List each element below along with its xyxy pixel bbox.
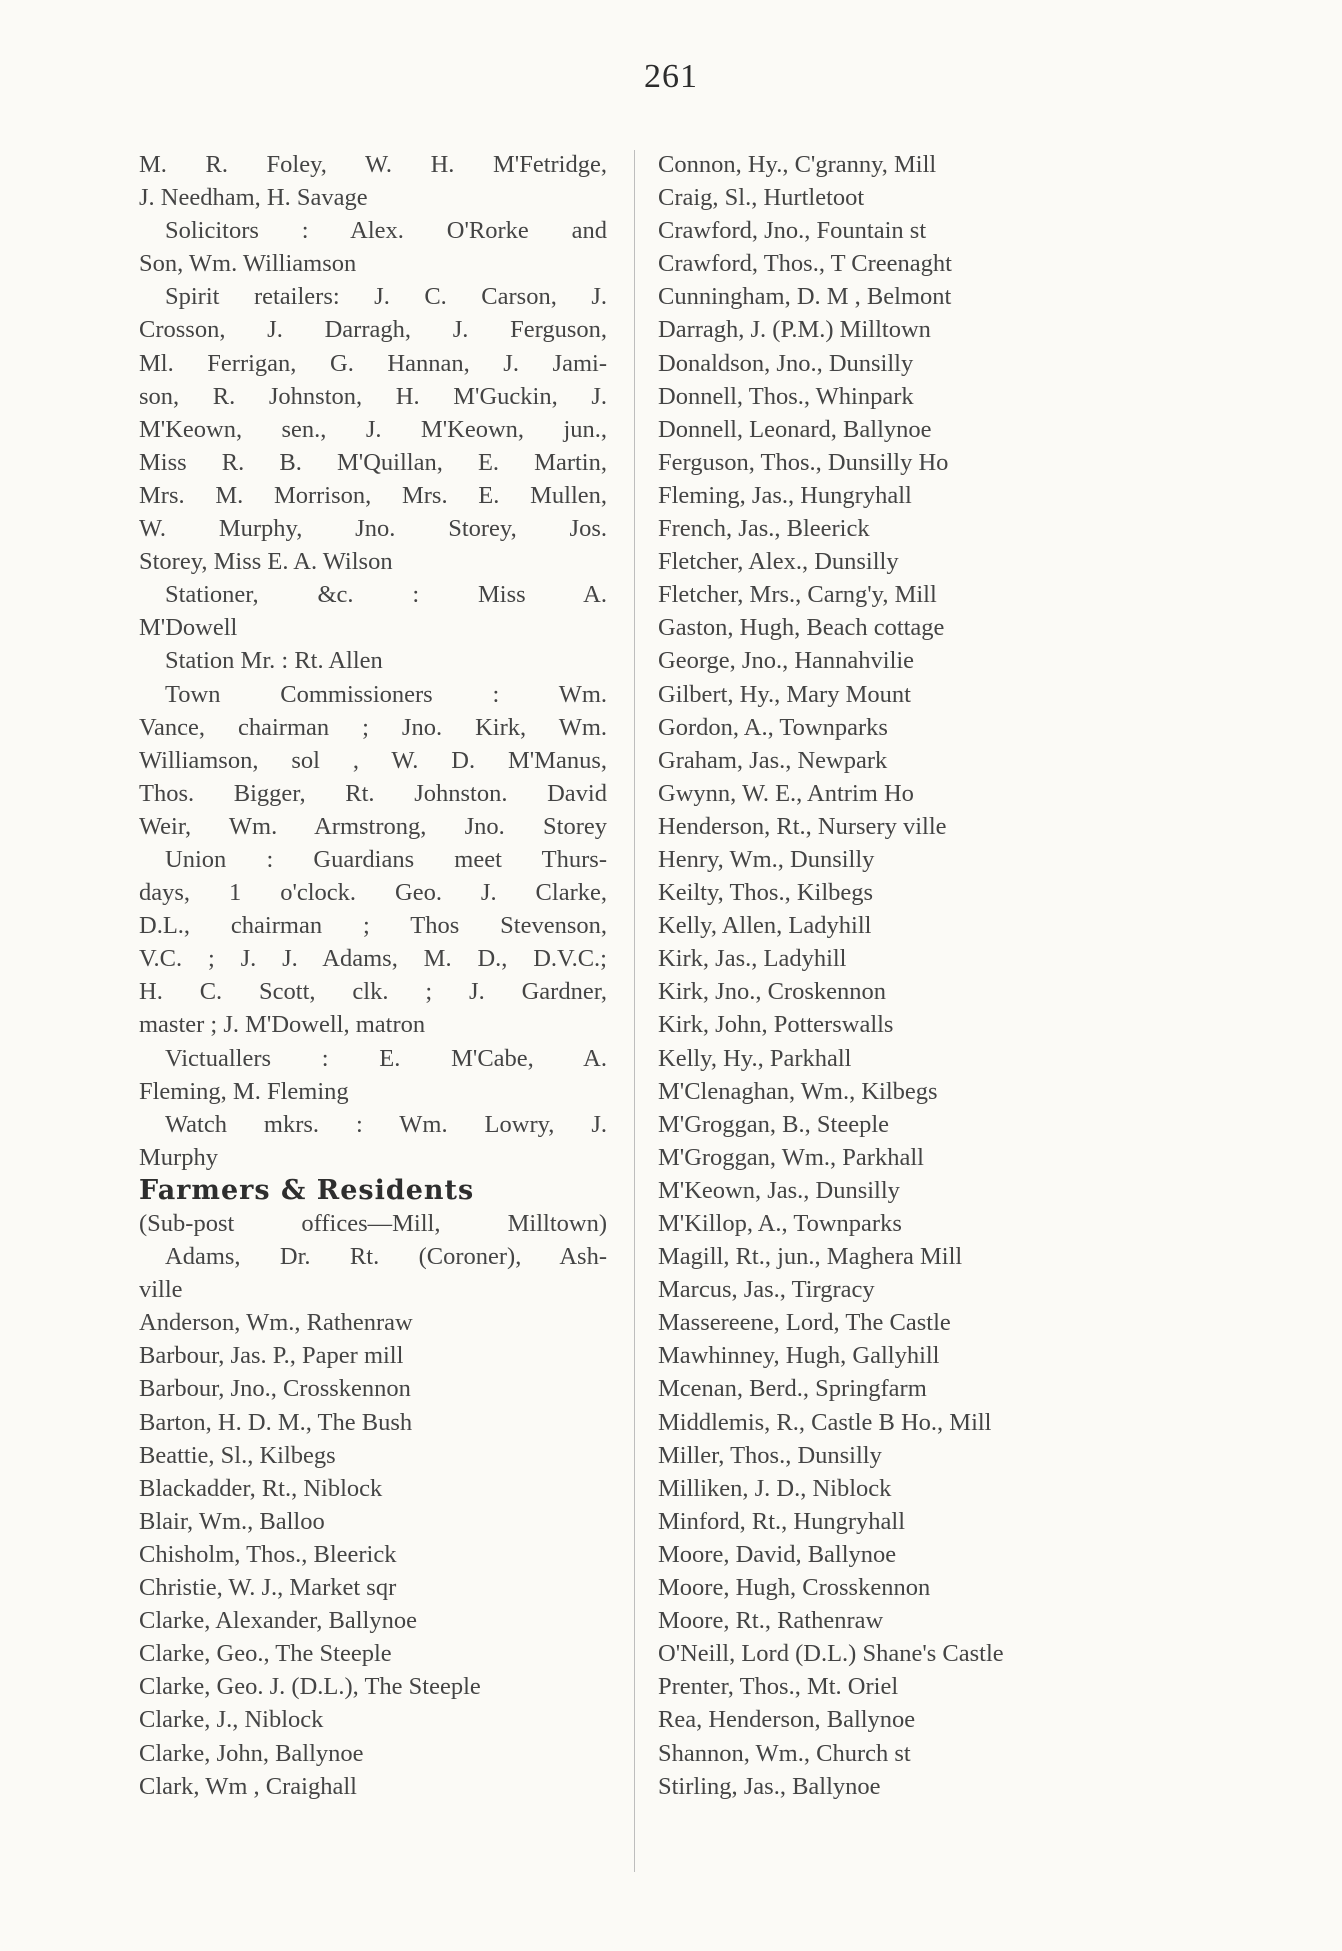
- directory-entry: Crawford, Jno., Fountain st: [658, 217, 927, 245]
- directory-entry: Mcenan, Berd., Springfarm: [658, 1375, 927, 1403]
- directory-entry: Milliken, J. D., Niblock: [658, 1474, 892, 1502]
- directory-line: Solicitors : Alex. O'Rorke and: [165, 217, 607, 245]
- directory-entry: Henderson, Rt., Nursery ville: [658, 812, 947, 840]
- directory-entry: French, Jas., Bleerick: [658, 515, 870, 543]
- directory-entry: Darragh, J. (P.M.) Milltown: [658, 316, 931, 344]
- directory-line: Clarke, Geo. J. (D.L.), The Steeple: [139, 1673, 481, 1701]
- directory-line: Vance, chairman ; Jno. Kirk, Wm.: [139, 713, 607, 741]
- directory-entry: Prenter, Thos., Mt. Oriel: [658, 1673, 899, 1701]
- directory-line: W. Murphy, Jno. Storey, Jos.: [139, 515, 607, 543]
- directory-line: Son, Wm. Williamson: [139, 250, 357, 278]
- directory-line: Barbour, Jas. P., Paper mill: [139, 1342, 404, 1370]
- directory-line: Fleming, M. Fleming: [139, 1077, 349, 1105]
- directory-entry: Magill, Rt., jun., Maghera Mill: [658, 1243, 963, 1271]
- directory-line: Miss R. B. M'Quillan, E. Martin,: [139, 448, 607, 476]
- directory-line: master ; J. M'Dowell, matron: [139, 1011, 426, 1039]
- directory-line: Station Mr. : Rt. Allen: [165, 647, 383, 675]
- directory-entry: Donnell, Leonard, Ballynoe: [658, 415, 932, 443]
- directory-line: Stationer, &c. : Miss A.: [165, 581, 607, 609]
- directory-entry: Mawhinney, Hugh, Gallyhill: [658, 1342, 940, 1370]
- directory-line: M'Keown, sen., J. M'Keown, jun.,: [139, 415, 607, 443]
- directory-line: Clarke, John, Ballynoe: [139, 1739, 364, 1767]
- directory-line: Beattie, Sl., Kilbegs: [139, 1441, 336, 1469]
- directory-entry: Moore, Hugh, Crosskennon: [658, 1574, 931, 1602]
- directory-entry: Kelly, Hy., Parkhall: [658, 1044, 852, 1072]
- directory-line: M. R. Foley, W. H. M'Fetridge,: [139, 151, 607, 178]
- directory-entry: O'Neill, Lord (D.L.) Shane's Castle: [658, 1640, 1004, 1668]
- directory-entry: Cunningham, D. M , Belmont: [658, 283, 952, 311]
- directory-line: H. C. Scott, clk. ; J. Gardner,: [139, 978, 607, 1006]
- directory-line: Watch mkrs. : Wm. Lowry, J.: [165, 1110, 607, 1138]
- directory-entry: Middlemis, R., Castle B Ho., Mill: [658, 1408, 992, 1436]
- directory-line: Anderson, Wm., Rathenraw: [139, 1309, 413, 1337]
- directory-line: son, R. Johnston, H. M'Guckin, J.: [139, 382, 607, 410]
- directory-entry: M'Clenaghan, Wm., Kilbegs: [658, 1077, 938, 1105]
- directory-line: Clarke, Geo., The Steeple: [139, 1640, 392, 1668]
- directory-entry: Stirling, Jas., Ballynoe: [658, 1772, 881, 1800]
- directory-entry: Henry, Wm., Dunsilly: [658, 845, 875, 873]
- directory-line: Christie, W. J., Market sqr: [139, 1574, 397, 1602]
- directory-entry: Marcus, Jas., Tirgracy: [658, 1276, 875, 1304]
- directory-line: Barton, H. D. M., The Bush: [139, 1408, 413, 1436]
- directory-line: Murphy: [139, 1143, 218, 1171]
- directory-entry: M'Keown, Jas., Dunsilly: [658, 1176, 900, 1204]
- directory-line: Weir, Wm. Armstrong, Jno. Storey: [139, 812, 607, 840]
- directory-entry: Gaston, Hugh, Beach cottage: [658, 614, 945, 642]
- directory-line: Storey, Miss E. A. Wilson: [139, 548, 393, 576]
- directory-entry: Moore, David, Ballynoe: [658, 1540, 897, 1568]
- directory-entry: Kirk, Jno., Croskennon: [658, 978, 886, 1006]
- directory-entry: Fletcher, Mrs., Carng'y, Mill: [658, 581, 937, 609]
- directory-entry: Donnell, Thos., Whinpark: [658, 382, 914, 410]
- directory-entry: Kelly, Allen, Ladyhill: [658, 912, 872, 940]
- directory-entry: Massereene, Lord, The Castle: [658, 1309, 951, 1337]
- directory-entry: Kirk, John, Potterswalls: [658, 1011, 894, 1039]
- directory-entry: Keilty, Thos., Kilbegs: [658, 879, 874, 907]
- directory-line: Crosson, J. Darragh, J. Ferguson,: [139, 316, 607, 344]
- directory-line: Victuallers : E. M'Cabe, A.: [165, 1044, 607, 1072]
- directory-entry: M'Killop, A., Townparks: [658, 1210, 902, 1237]
- directory-line: Blair, Wm., Balloo: [139, 1507, 325, 1535]
- directory-line: Mrs. M. Morrison, Mrs. E. Mullen,: [139, 481, 607, 509]
- directory-line: Williamson, sol , W. D. M'Manus,: [139, 746, 607, 774]
- directory-entry: George, Jno., Hannahvilie: [658, 647, 915, 675]
- directory-entry: Shannon, Wm., Church st: [658, 1739, 911, 1767]
- directory-line: Clark, Wm , Craighall: [139, 1772, 357, 1800]
- directory-line: V.C. ; J. J. Adams, M. D., D.V.C.;: [139, 945, 607, 973]
- directory-line: M'Dowell: [139, 614, 238, 642]
- directory-entry: M'Groggan, B., Steeple: [658, 1110, 890, 1138]
- left-column: [139, 148, 607, 1803]
- directory-entry: Graham, Jas., Newpark: [658, 746, 888, 774]
- directory-line: J. Needham, H. Savage: [139, 184, 368, 212]
- directory-line: Union : Guardians meet Thurs-: [165, 845, 607, 873]
- directory-entry: Minford, Rt., Hungryhall: [658, 1507, 906, 1535]
- column-divider: [634, 150, 635, 1872]
- directory-line: Barbour, Jno., Crosskennon: [139, 1375, 411, 1403]
- directory-line: Adams, Dr. Rt. (Coroner), Ash-: [165, 1243, 607, 1271]
- directory-line: Blackadder, Rt., Niblock: [139, 1474, 383, 1502]
- directory-line: Spirit retailers: J. C. Carson, J.: [165, 283, 607, 311]
- directory-line: Town Commissioners : Wm.: [165, 680, 607, 708]
- directory-line: (Sub-post offices—Mill, Milltown): [139, 1210, 607, 1237]
- directory-entry: Craig, Sl., Hurtletoot: [658, 184, 865, 212]
- directory-entry: Moore, Rt., Rathenraw: [658, 1607, 884, 1635]
- right-column: [658, 148, 1178, 1803]
- directory-entry: Gwynn, W. E., Antrim Ho: [658, 779, 914, 807]
- directory-entry: Gordon, A., Townparks: [658, 713, 888, 741]
- directory-line: Thos. Bigger, Rt. Johnston. David: [139, 779, 607, 807]
- directory-entry: Crawford, Thos., T Creenaght: [658, 250, 952, 278]
- directory-entry: Gilbert, Hy., Mary Mount: [658, 680, 911, 708]
- directory-entry: Rea, Henderson, Ballynoe: [658, 1706, 916, 1734]
- directory-entry: Ferguson, Thos., Dunsilly Ho: [658, 448, 949, 476]
- directory-entry: M'Groggan, Wm., Parkhall: [658, 1143, 924, 1171]
- directory-line: Clarke, Alexander, Ballynoe: [139, 1607, 417, 1635]
- directory-entry: Miller, Thos., Dunsilly: [658, 1441, 882, 1469]
- directory-line: Chisholm, Thos., Bleerick: [139, 1540, 397, 1568]
- directory-entry: Donaldson, Jno., Dunsilly: [658, 349, 914, 377]
- directory-line: Ml. Ferrigan, G. Hannan, J. Jami-: [139, 349, 607, 377]
- directory-line: Clarke, J., Niblock: [139, 1706, 324, 1734]
- directory-line: D.L., chairman ; Thos Stevenson,: [139, 912, 607, 940]
- directory-entry: Connon, Hy., C'granny, Mill: [658, 151, 937, 178]
- section-heading: Farmers & Residents: [139, 1174, 475, 1206]
- directory-entry: Fleming, Jas., Hungryhall: [658, 481, 912, 509]
- directory-line: ville: [139, 1276, 183, 1304]
- page-number: 261: [644, 58, 698, 95]
- directory-entry: Kirk, Jas., Ladyhill: [658, 945, 847, 973]
- directory-entry: Fletcher, Alex., Dunsilly: [658, 548, 899, 576]
- directory-line: days, 1 o'clock. Geo. J. Clarke,: [139, 879, 607, 907]
